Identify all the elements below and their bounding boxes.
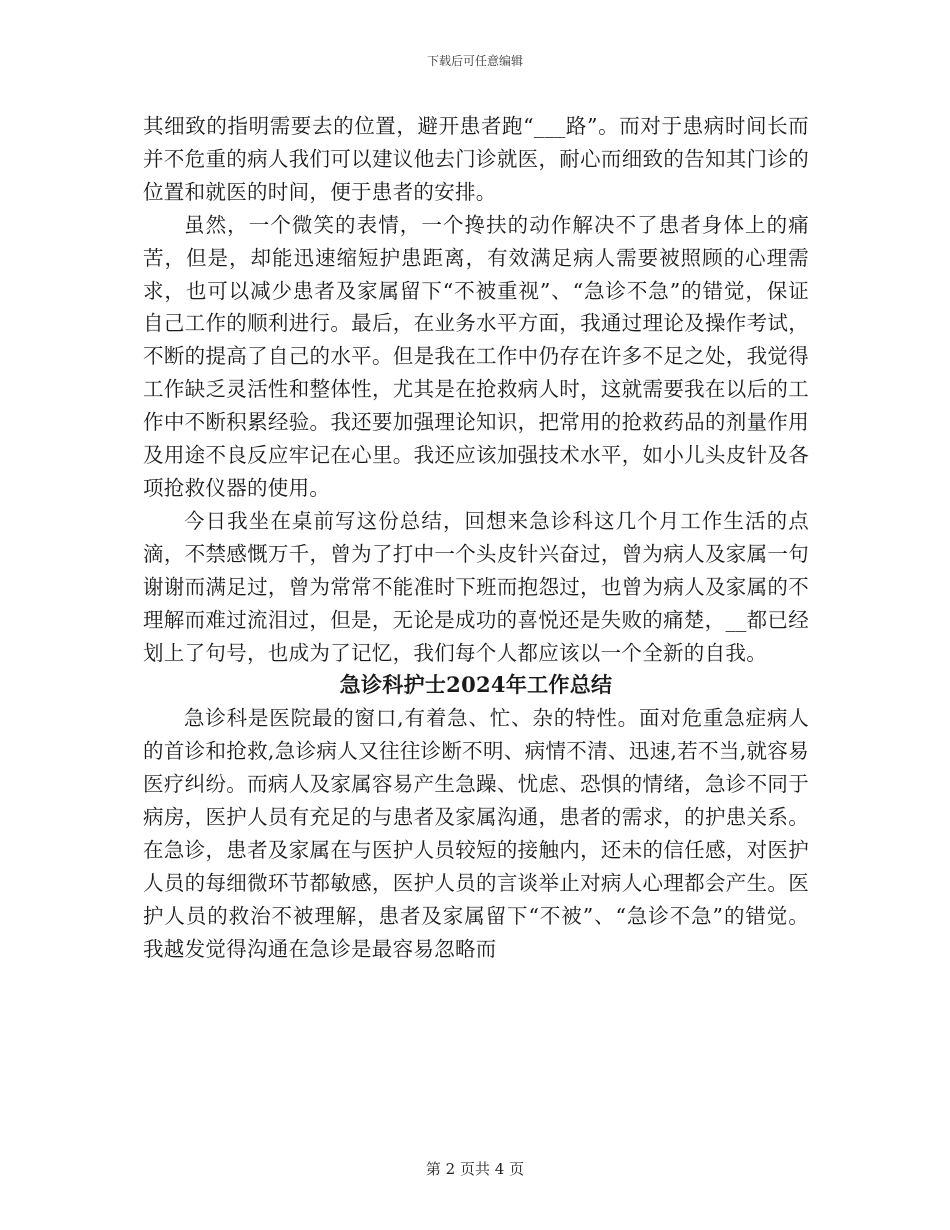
body-paragraph: 其细致的指明需要去的位置，避开患者跑“___路”。而对于患病时间长而并不危重的病人我们可以建议他去门诊就医，耐心而细致的告知其门诊的位置和就医的时间，便于患者的安排。	[143, 114, 809, 204]
document-body	[143, 110, 809, 966]
body-paragraph: 今日我坐在桌前写这份总结，回想来急诊科这几个月工作生活的点滴，不禁感慨万千，曾为了打中一个头皮针兴奋过，曾为病人及家属一句谢谢而满足过，曾为常常不能准时下班而抱怨过，也曾为病人及家属的不理解而难过流泪过，但是，无论是成功的喜悦还是失败的痛楚，__都已经划上了句号，也成为了记忆，我们每个人都应该以一个全新的自我。	[143, 508, 809, 665]
page-number-footer: 第 2 页共 4 页	[425, 1160, 525, 1178]
body-paragraph: 虽然，一个微笑的表情，一个搀扶的动作解决不了患者身体上的痛苦，但是，却能迅速缩短护患距离，有效满足病人需要被照顾的心理需求，也可以减少患者及家属留下“不被重视”、“急诊不急”的错觉，保证自己工作的顺利进行。最后，在业务水平方面，我通过理论及操作考试，不断的提高了自己的水平。但是我在工作中仍存在许多不足之处，我觉得工作缺乏灵活性和整体性，尤其是在抢救病人时，这就需要我在以后的工作中不断积累经验。我还要加强理论知识，把常用的抢救药品的剂量作用及用途不良反应牢记在心里。我还应该加强技术水平，如小儿头皮针及各项抢救仪器的使用。	[143, 212, 809, 500]
section-title: 急诊科护士2024年工作总结	[339, 672, 613, 698]
body-paragraph: 急诊科是医院最的窗口,有着急、忙、杂的特性。面对危重急症病人的首诊和抢救,急诊病人又往往诊断不明、病情不清、迅速,若不当,就容易医疗纠纷。而病人及家属容易产生急躁、忧虑、恐惧的情绪，急诊不同于病房，医护人员有充足的与患者及家属沟通，患者的需求，的护患关系。在急诊，患者及家属在与医护人员较短的接触内，还未的信任感，对医护人员的每细微环节都敏感，医护人员的言谈举止对病人心理都会产生。医护人员的救治不被理解，患者及家属留下“不被”、“急诊不急”的错觉。我越发觉得沟通在急诊是最容易忽略而	[143, 706, 809, 961]
running-header: 下载后可任意编辑	[426, 54, 523, 68]
